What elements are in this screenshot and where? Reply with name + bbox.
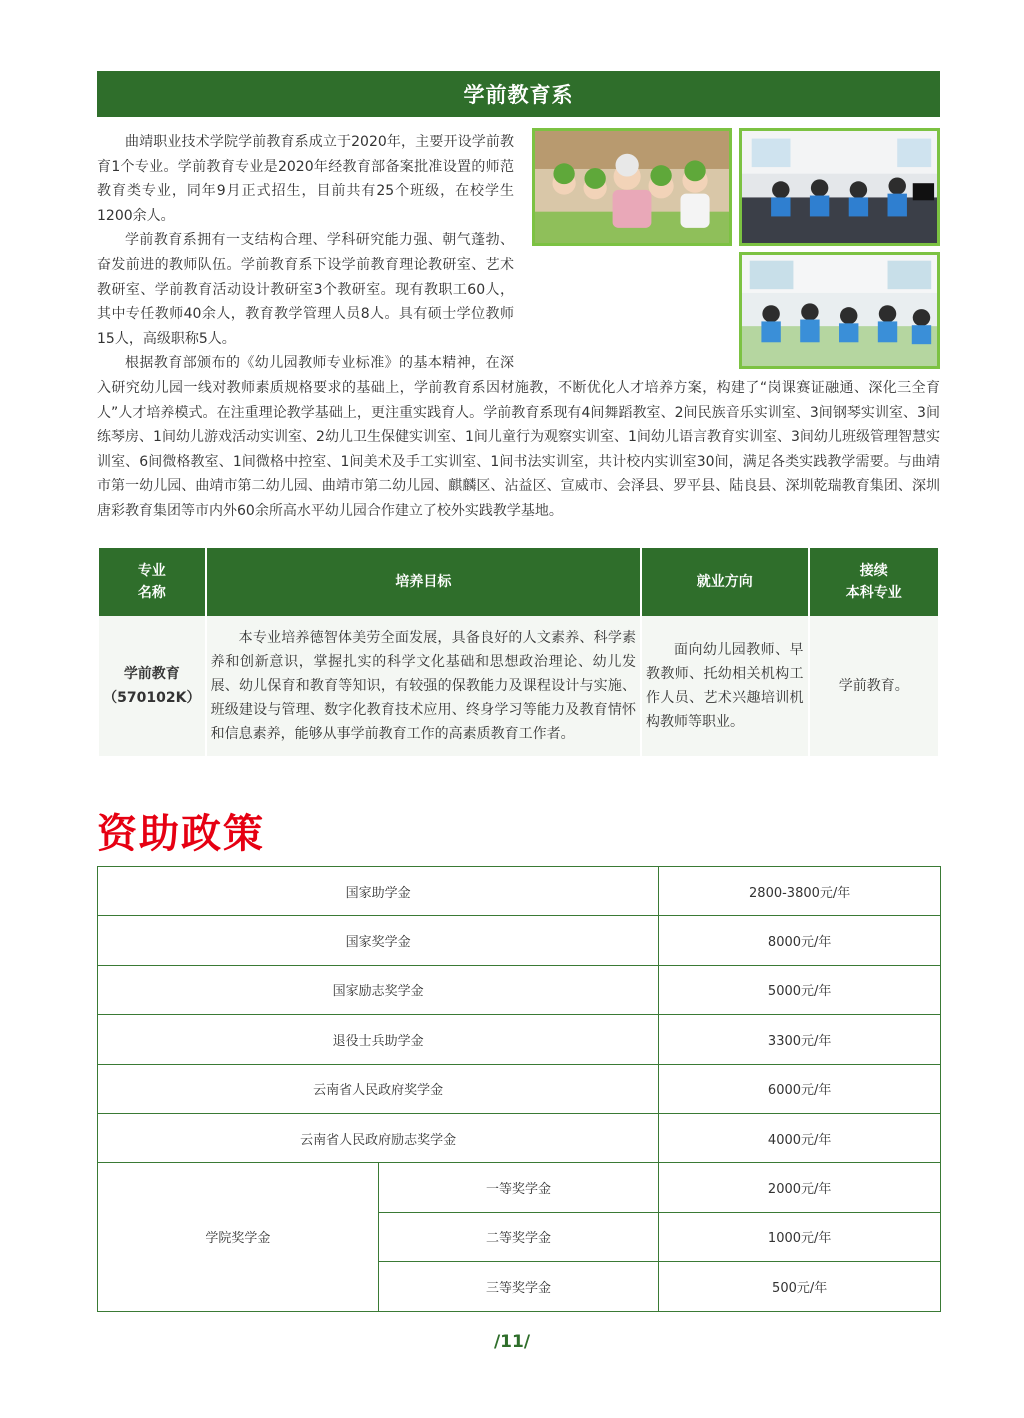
header-career-direction: 就业方向: [642, 548, 808, 616]
aid-amount: 4000元/年: [659, 1113, 941, 1162]
classroom-photo-children: [532, 128, 732, 246]
major-table-header: [99, 548, 938, 616]
aid-amount: 2800-3800元/年: [659, 867, 941, 916]
header-training-goal: 培养目标: [207, 548, 640, 616]
aid-name: 国家励志奖学金: [98, 965, 659, 1014]
aid-name: 退役士兵助学金: [98, 1015, 659, 1064]
table-row: [98, 1015, 941, 1064]
scholarship-level: 三等奖学金: [378, 1262, 659, 1311]
aid-table: [97, 866, 941, 1312]
aid-name: 云南省人民政府励志奖学金: [98, 1113, 659, 1162]
aid-name: 云南省人民政府奖学金: [98, 1064, 659, 1113]
aid-amount: 3300元/年: [659, 1015, 941, 1064]
training-goal: 本专业培养德智体美劳全面发展，具备良好的人文素养、科学素养和创新意识，掌握扎实的科学文化基础和思想政治理论、幼儿发展、幼儿保育和教育等知识，有较强的保教能力及课程设计与实施、班级建设与管理、数字化教育技术应用、终身学习等能力及教育情怀和信息素养，能够从事学前教育工作的高素质教育工作者。: [207, 616, 640, 756]
aid-amount: 6000元/年: [659, 1064, 941, 1113]
department-intro: [97, 130, 940, 524]
major-name: 学前教育 （570102K）: [99, 616, 205, 756]
intro-paragraph: 曲靖职业技术学院学前教育系成立于2020年，主要开设学前教育1个专业。学前教育专业是2020年经教育部备案批准设置的师范教育类专业，同年9月正式招生，目前共有25个班级，在校学生1200余人。: [97, 134, 514, 224]
aid-amount: 2000元/年: [659, 1163, 941, 1212]
scholarship-level: 二等奖学金: [378, 1212, 659, 1261]
aid-name: 国家助学金: [98, 867, 659, 916]
table-row: [98, 1064, 941, 1113]
intro-paragraph: 根据教育部颁布的《幼儿园教师专业标准》的基本精神，在深入研究幼儿园一线对教师素质规格要求的基础上，学前教育系因材施教，不断优化人才培养方案，构建了“岗课赛证融通、深化三全育人”人才培养模式。在注重理论教学基础上，更注重实践育人。学前教育系现有4间舞蹈教室、2间民族音乐实训室、3间钢琴实训室、3间练琴房、1间幼儿游戏活动实训室、2幼儿卫生保健实训室、1间儿童行为观察实训室、1间幼儿语言教育实训室、3间幼儿班级管理智慧实训室、6间微格教室、1间微格中控室、1间美术及手工实训室、1间书法实训室，共计校内实训室30间，满足各类实践教学需要。与曲靖市第一幼儿园、曲靖市第二幼儿园、曲靖市第二幼儿园、麒麟区、沾益区、宣威市、会泽县、罗平县、陆良县、深圳乾瑞教育集团、深圳唐彩教育集团等市内外60余所高水平幼儿园合作建立了校外实践教学基地。: [97, 355, 940, 519]
college-scholarship-name: 学院奖学金: [98, 1163, 379, 1311]
aid-amount: 500元/年: [659, 1262, 941, 1311]
bachelor-major: 学前教育。: [810, 616, 938, 756]
table-row: [98, 1163, 941, 1212]
header-bachelor-major: 接续 本科专业: [810, 548, 938, 616]
photo-group: [532, 130, 940, 371]
intro-paragraph: 学前教育系拥有一支结构合理、学科研究能力强、朝气蓬勃、奋发前进的教师队伍。学前教育系下设学前教育理论教研室、艺术教研室、学前教育活动设计教研室3个教研室。现有教职工60人，其中专任教师40余人，教育教学管理人员8人。具有硕士学位教师15人，高级职称5人。: [97, 232, 514, 347]
table-row: [98, 965, 941, 1014]
header-major-name: 专业 名称: [99, 548, 205, 616]
aid-amount: 8000元/年: [659, 916, 941, 965]
department-title: 学前教育系: [97, 71, 940, 117]
table-row: [98, 1113, 941, 1162]
aid-amount: 5000元/年: [659, 965, 941, 1014]
classroom-photo-computer-lab: [739, 128, 940, 246]
major-table: [97, 548, 940, 756]
aid-amount: 1000元/年: [659, 1212, 941, 1261]
scholarship-level: 一等奖学金: [378, 1163, 659, 1212]
career-direction: 面向幼儿园教师、早教教师、托幼相关机构工作人员、艺术兴趣培训机构教师等职业。: [642, 616, 808, 756]
classroom-photo-activity: [739, 252, 940, 369]
table-row: [99, 616, 938, 756]
table-row: [98, 916, 941, 965]
aid-name: 国家奖学金: [98, 916, 659, 965]
page-number: /11/: [493, 1332, 531, 1352]
aid-policy-heading: 资助政策: [97, 811, 265, 857]
table-row: [98, 867, 941, 916]
